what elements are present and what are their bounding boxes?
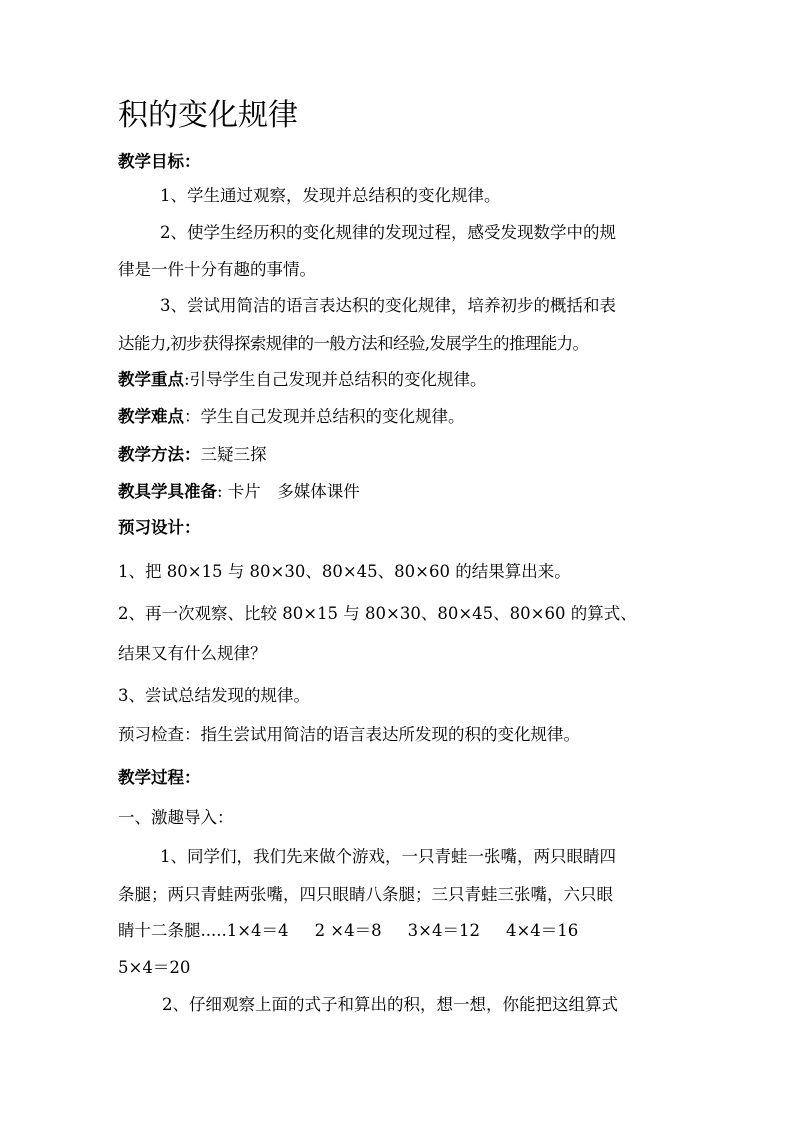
teaching-method-text: 三疑三探 bbox=[200, 445, 267, 464]
goal-3-line-2: 达能力,初步获得探索规律的一般方法和经验,发展学生的推理能力。 bbox=[118, 334, 589, 353]
teaching-focus-text: :引导学生自己发现并总结积的变化规律。 bbox=[184, 370, 487, 389]
preview-item-1: 1、把 80×15 与 80×30、80×45、80×60 的结果算出来。 bbox=[118, 562, 571, 581]
goal-1: 1、学生通过观察，发现并总结积的变化规律。 bbox=[160, 186, 501, 205]
section-1-heading: 一、激趣导入： bbox=[118, 808, 234, 827]
equation-3: 3×4＝12 bbox=[407, 921, 480, 940]
goal-2-line-1: 2、使学生经历积的变化规律的发现过程，感受发现数学中的规 bbox=[160, 223, 616, 242]
teaching-tools-label: 教具学具准备 bbox=[118, 482, 217, 501]
teaching-method-label: 教学方法： bbox=[118, 445, 201, 464]
goal-2-line-2: 律是一件十分有趣的事情。 bbox=[118, 260, 316, 279]
preview-item-2-line-2: 结果又有什么规律？ bbox=[118, 644, 267, 663]
goals-heading: 教学目标： bbox=[118, 152, 201, 171]
process-heading: 教学过程： bbox=[118, 768, 201, 787]
intro-1-line-1: 1、同学们，我们先来做个游戏，一只青蛙一张嘴，两只眼睛四 bbox=[160, 847, 616, 866]
equation-1: 1×4＝4 bbox=[226, 921, 289, 940]
teaching-focus-label: 教学重点 bbox=[118, 370, 184, 389]
goal-3-line-1: 3、尝试用简洁的语言表达积的变化规律，培养初步的概括和表 bbox=[160, 296, 616, 315]
teaching-difficulty bbox=[118, 405, 465, 429]
preview-heading: 预习设计： bbox=[118, 518, 201, 537]
equation-2: 2 ×4＝8 bbox=[314, 921, 382, 940]
teaching-difficulty-label: 教学难点 bbox=[118, 407, 184, 426]
teaching-focus bbox=[118, 368, 487, 392]
preview-item-2-line-1: 2、再一次观察、比较 80×15 与 80×30、80×45、80×60 的算式、 bbox=[118, 604, 637, 623]
intro-1-line-3 bbox=[118, 919, 578, 943]
teaching-difficulty-text: ：学生自己发现并总结积的变化规律。 bbox=[184, 407, 465, 426]
preview-check: 预习检查：指生尝试用简洁的语言表达所发现的积的变化规律。 bbox=[118, 725, 580, 744]
intro-1-text: 睛十二条腿..... bbox=[118, 921, 227, 940]
document-title: 积的变化规律 bbox=[118, 98, 298, 133]
teaching-tools bbox=[118, 480, 360, 504]
teaching-method bbox=[118, 443, 267, 467]
equation-5: 5×4＝20 bbox=[118, 958, 191, 977]
equation-4: 4×4＝16 bbox=[505, 921, 579, 940]
intro-1-line-2: 条腿；两只青蛙两张嘴，四只眼睛八条腿；三只青蛙三张嘴，六只眼 bbox=[118, 885, 613, 904]
preview-item-3: 3、尝试总结发现的规律。 bbox=[118, 686, 310, 705]
teaching-tools-text: : 卡片 多媒体课件 bbox=[217, 482, 360, 501]
intro-2-line-1: 2、仔细观察上面的式子和算出的积，想一想，你能把这组算式 bbox=[162, 995, 618, 1014]
